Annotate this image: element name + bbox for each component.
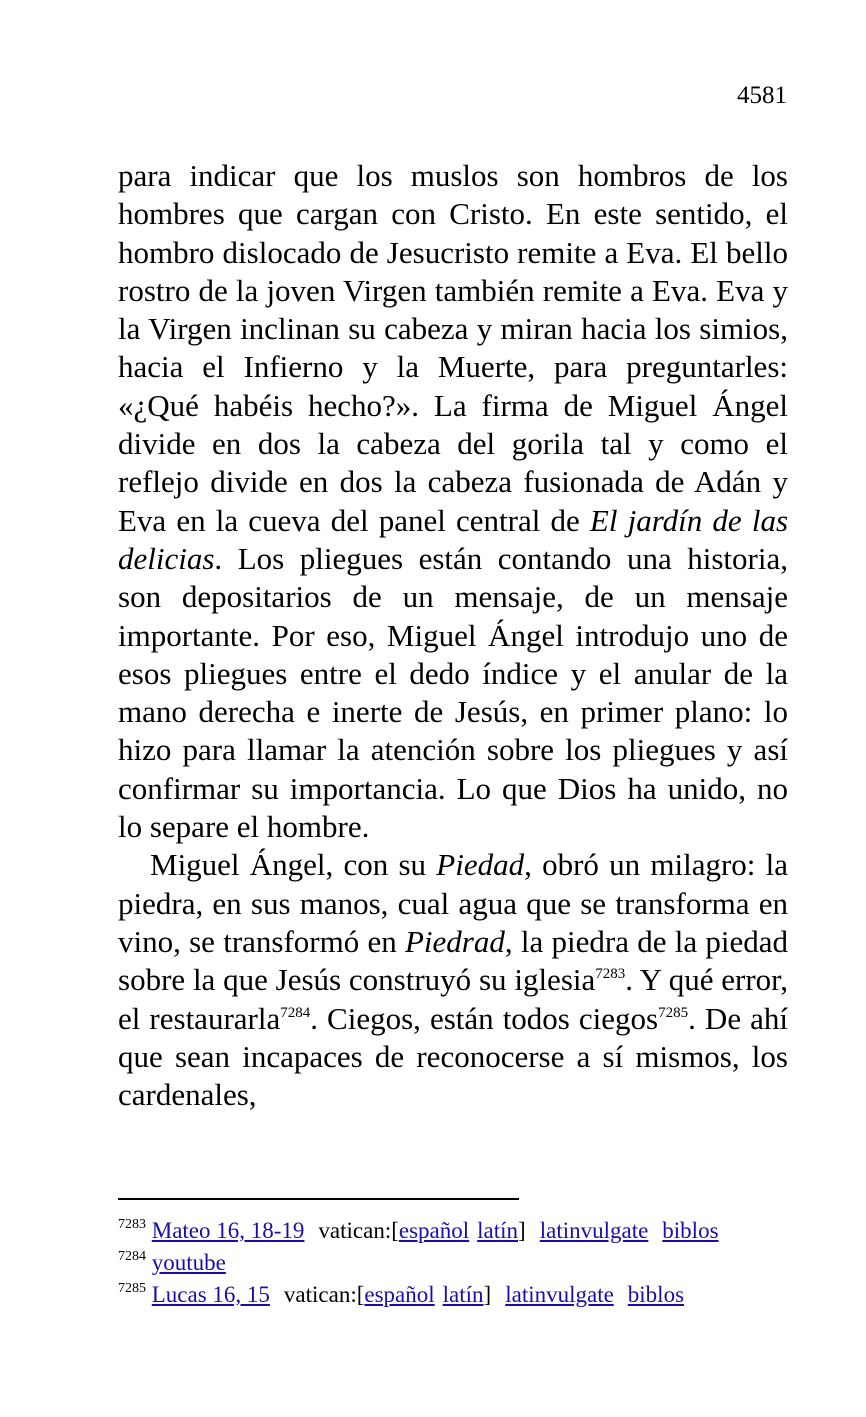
paragraph-2 xyxy=(118,846,788,1114)
body-text xyxy=(118,157,788,1114)
paragraph-2-text-f: . De ahí que sean incapaces de reconocerse a sí mismos, los cardenales, xyxy=(118,1000,788,1113)
footnote-number: 7284 xyxy=(118,1249,146,1264)
footnote-link-latin[interactable]: latín xyxy=(442,1282,484,1307)
footnote-ref-7283[interactable]: 7283 xyxy=(595,966,626,983)
footnote-divider xyxy=(118,1198,519,1200)
footnote-7284 xyxy=(118,1247,798,1279)
paragraph-2-text-a: Miguel Ángel, con su xyxy=(150,847,437,883)
footnote-link-mateo[interactable]: Mateo 16, 18-19 xyxy=(151,1218,305,1243)
footnote-ref-7284[interactable]: 7284 xyxy=(280,1004,311,1021)
paragraph-2-italic-piedrad: Piedrad xyxy=(405,923,505,959)
footnote-link-lucas[interactable]: Lucas 16, 15 xyxy=(151,1282,270,1307)
footnote-vatican-label: vatican:[ xyxy=(283,1282,365,1307)
footnote-number: 7283 xyxy=(118,1217,146,1232)
page-number: 4581 xyxy=(737,82,787,109)
footnote-link-youtube[interactable]: youtube xyxy=(151,1250,226,1275)
footnote-vatican-label: vatican:[ xyxy=(318,1218,399,1243)
footnote-7285 xyxy=(118,1279,798,1311)
footnotes xyxy=(118,1215,798,1311)
footnote-link-latin[interactable]: latín xyxy=(477,1218,519,1243)
footnote-link-latinvulgate[interactable]: latinvulgate xyxy=(505,1282,614,1307)
footnote-link-latinvulgate[interactable]: latinvulgate xyxy=(539,1218,649,1243)
footnote-7283 xyxy=(118,1215,798,1247)
paragraph-2-text-d: . Y qué error, el restaurarla xyxy=(118,962,788,1036)
footnote-number: 7285 xyxy=(118,1281,146,1296)
footnote-link-biblos[interactable]: biblos xyxy=(662,1218,719,1243)
paragraph-1 xyxy=(118,157,788,846)
footnote-ref-7285[interactable]: 7285 xyxy=(658,1004,689,1021)
footnote-link-biblos[interactable]: biblos xyxy=(627,1282,685,1307)
footnote-bracket-close: ] xyxy=(518,1218,526,1243)
paragraph-2-text-b: , obró un milagro: la piedra, en sus manos, cual agua que se transforma en vino, se transformó en xyxy=(118,847,788,959)
footnote-bracket-close: ] xyxy=(483,1282,492,1307)
paragraph-1-text-a: para indicar que los muslos son hombros de los hombres que cargan con Cristo. En este sentido, el hombro dislocado de Jesucristo remite a Eva. El bello rostro de la joven Virgen también remite a Eva. Eva y la Virgen inclinan su cabeza y miran hacia los simios, hacia el Infierno y la Muerte, para preguntarles: «¿Qué habéis hecho?». La firma de Miguel Ángel divide en dos la cabeza del gorila tal y como el reflejo divide en dos la cabeza fusionada de Adán y Eva en la cueva del panel central de xyxy=(118,158,788,538)
footnote-link-espanol[interactable]: español xyxy=(398,1218,470,1243)
paragraph-1-italic-title: El jardín de las delicias xyxy=(118,502,789,576)
paragraph-2-text-c: , la piedra de la piedad sobre la que Jesús construyó su iglesia xyxy=(118,923,788,998)
footnote-link-espanol[interactable]: español xyxy=(364,1282,435,1307)
paragraph-2-text-e: . Ciegos, están todos ciegos xyxy=(310,1000,659,1036)
paragraph-1-text-b: . Los pliegues están contando una historia, son depositarios de un mensaje, de un mensaje importante. Por eso, Miguel Ángel introdujo uno de esos pliegues entre el dedo índice y el anular de la mano derecha e inerte de Jesús, en primer plano: lo hizo para llamar la atención sobre los pliegues y así confirmar su importancia. Lo que Dios ha unido, no lo separe el hombre. xyxy=(118,540,788,845)
paragraph-2-italic-piedad: Piedad xyxy=(436,847,525,883)
